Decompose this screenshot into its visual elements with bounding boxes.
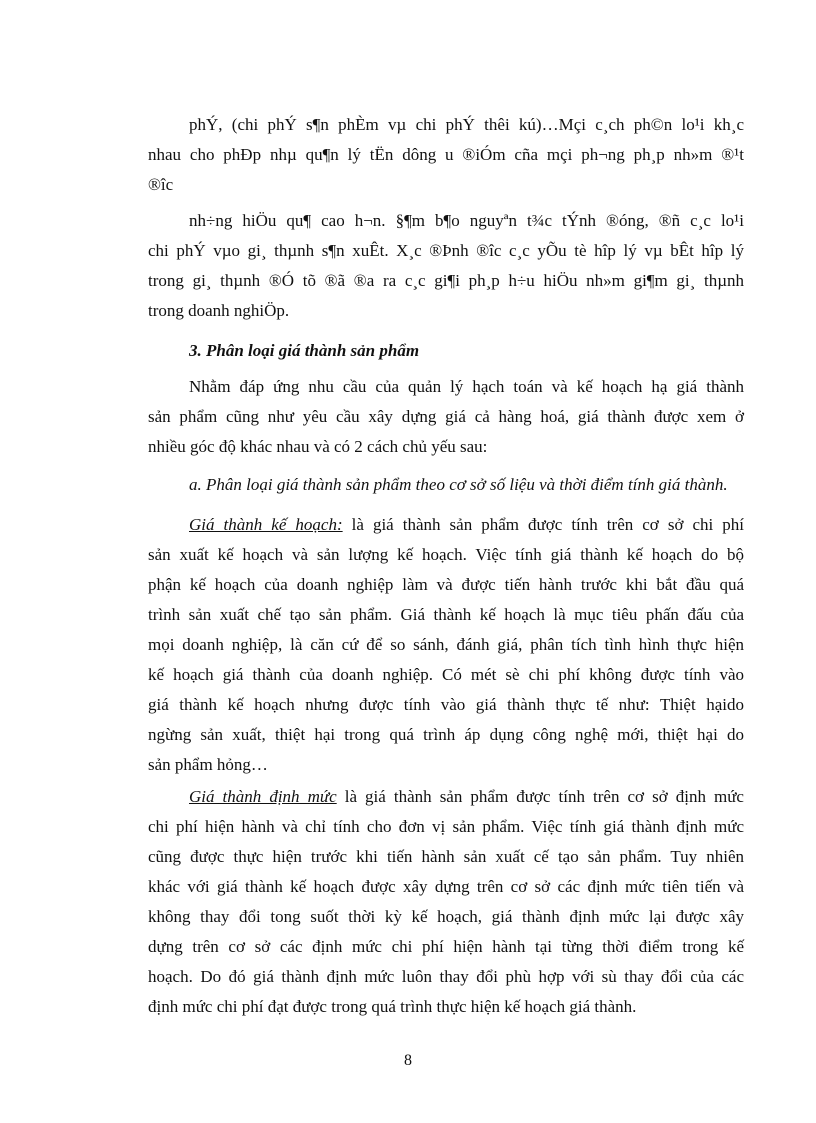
text-line: sản phẩm cũng như yêu cầu xây dựng giá cả hàng hoá, giá thành được xem ở	[148, 407, 744, 426]
text-line: mọi doanh nghiệp, là căn cứ để so sánh, đánh giá, phân tích tình hình thực hiện	[148, 635, 744, 654]
paragraph-1	[148, 110, 744, 200]
text-line: nhau cho phÐp nhµ qu¶n lý tËn dông u ®iÓm cña mçi ph¬ng ph¸p nh»m ®¹t	[148, 145, 744, 164]
text-line: khác với giá thành kế hoạch được xây dựng trên cơ sở các định mức tiên tiến và	[148, 877, 744, 896]
text-line: nh÷ng hiÖu qu¶ cao h¬n. §¶m b¶o nguyªn t¾c tÝnh ®óng, ®ñ c¸c lo¹i	[189, 211, 744, 230]
text-line: không thay đổi tong suốt thời kỳ kế hoạch, giá thành định mức lại được xây	[148, 907, 744, 926]
text-line: ngừng sản xuất, thiệt hại trong quá trình áp dụng công nghệ mới, thiệt hại do	[148, 725, 744, 744]
text-line: cũng được thực hiện trước khi tiến hành sản xuất cế tạo sản phẩm. Tuy nhiên	[148, 847, 744, 866]
paragraph-2	[148, 206, 744, 326]
subheading-text: a. Phân loại giá thành sản phẩm theo cơ sở số liệu và thời điểm tính giá thành.	[189, 475, 728, 494]
term-ke-hoach: Giá thành kế hoạch:	[189, 515, 343, 534]
text-line: sản phẩm hỏng…	[148, 755, 268, 774]
page-number: 8	[404, 1052, 412, 1069]
term-rest: là giá thành sản phẩm được tính trên cơ sở chi phí	[342, 515, 744, 534]
term-dinh-muc: Giá thành định mức	[189, 787, 337, 806]
section-heading	[148, 336, 744, 366]
paragraph-4	[148, 510, 744, 780]
text-line: giá thành kế hoạch nhưng được tính vào giá thành thực tế như: Thiệt hạido	[148, 695, 744, 714]
text-line	[148, 782, 744, 812]
text-line: nhiều góc độ khác nhau và có 2 cách chủ yếu sau:	[148, 437, 488, 456]
text-line: chi phÝ vµo gi¸ thµnh s¶n xuÊt. X¸c ®Þnh ®îc c¸c yÕu tè hîp lý vµ bÊt hîp lý	[148, 241, 744, 260]
paragraph-5	[148, 782, 744, 1022]
text-line: kế hoạch giá thành của doanh nghiệp. Có mét sè chi phí không được tính vào	[148, 665, 744, 684]
heading-text: 3. Phân loại giá thành sản phẩm	[189, 341, 420, 360]
text-line: trong doanh nghiÖp.	[148, 301, 290, 320]
text-line	[148, 510, 744, 540]
text-line: chi phí hiện hành và chỉ tính cho đơn vị sản phẩm. Việc tính giá thành định mức	[148, 817, 744, 836]
text-line: dựng trên cơ sở các định mức chi phí hiện hành tại từng thời điểm trong kế	[148, 937, 744, 956]
text-line: hoạch. Do đó giá thành định mức luôn thay đổi phù hợp với sù thay đổi của các	[148, 967, 744, 986]
text-line: ®îc	[148, 175, 174, 194]
text-line: trình sản xuất chế tạo sản phẩm. Giá thành kế hoạch là mục tiêu phấn đấu của	[148, 605, 744, 624]
text-line: định mức chi phí đạt được trong quá trình thực hiện kế hoạch giá thành.	[148, 997, 637, 1016]
subheading	[148, 470, 744, 500]
text-line: Nhằm đáp ứng nhu cầu của quản lý hạch toán và kế hoạch hạ giá thành	[189, 377, 744, 396]
text-line: sản xuất kế hoạch và sản lượng kế hoạch. Việc tính giá thành kế hoạch do bộ	[148, 545, 744, 564]
paragraph-3	[148, 372, 744, 462]
text-line: phận kế hoạch của doanh nghiệp làm và được tiến hành trước khi bắt đầu quá	[148, 575, 744, 594]
text-line: trong gi¸ thµnh ®Ó tõ ®ã ®a ra c¸c gi¶i ph¸p h÷u hiÖu nh»m gi¶m gi¸ thµnh	[148, 271, 744, 290]
text-line: phÝ, (chi phÝ s¶n phÈm vµ chi phÝ thêi kú)…Mçi c¸ch ph©n lo¹i kh¸c	[189, 115, 744, 134]
term-rest: là giá thành sản phẩm được tính trên cơ sở định mức	[336, 787, 744, 806]
